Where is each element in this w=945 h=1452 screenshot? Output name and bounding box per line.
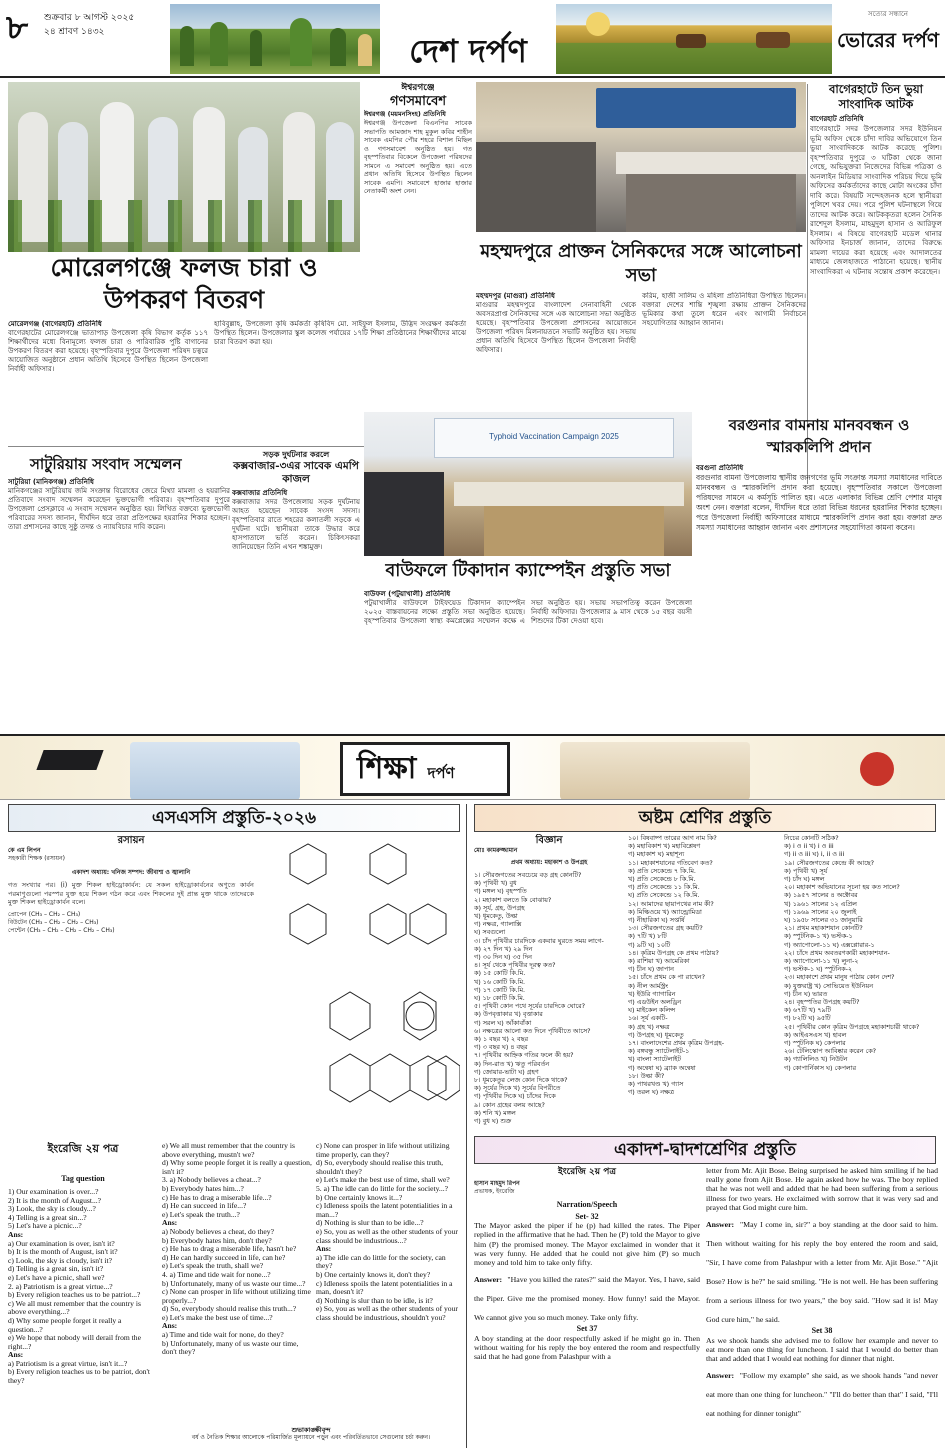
mcq-line: ক) অ্যাপোলো-১১ খ) লুনা-২ <box>784 957 859 966</box>
hsc-subject: ইংরেজি ২য় পত্র <box>558 1167 616 1177</box>
eng2-q: e) So, you as well as the other students of your class should be industrious, shouldn't you? <box>316 1304 458 1322</box>
mcq-line: ক) i ও ii খ) i ও iii <box>784 842 834 851</box>
mcq-line: ক) গ্যালিলিও খ) নিউটন <box>784 1055 848 1064</box>
hsc-para-4: As we shook hands she advised me to follow her example and never to eat more than one thing for luncheon. I said that I would do better than that and added that I would eat nothing for dinner that night. <box>706 1335 938 1364</box>
class8-col-2 <box>628 834 778 1134</box>
eng2-q: b) Unfortunately, many of us waste our time...? <box>162 1278 306 1288</box>
paper-name-logo: ভোরের দর্পণ <box>837 28 939 52</box>
eng2-q: b) Every religion teaches us to be patriot, don't they? <box>8 1367 151 1386</box>
mcq-line: ২৫। পৃথিবীর কোন কৃত্রিম উপগ্রহে মহাকাশচারী থাকে? <box>784 1022 920 1031</box>
mcq-line: গ) এডউইন অলড্রিন <box>628 998 682 1007</box>
mcq-line: ঘ) ১৯৫৮ সালের ৩১ জানুয়ারি <box>784 916 863 925</box>
mcq-line: গ) কোপার্নিকাস ঘ) কেপলার <box>784 1063 857 1072</box>
class8-subject: বিজ্ঞান <box>535 835 563 846</box>
eng2-col-2 <box>162 1142 312 1357</box>
mcq-line: ক) ১৫ কোটি কি.মি. <box>474 969 526 978</box>
story-coxsbazar <box>232 450 360 730</box>
bauphal-body: পটুয়াখালীর বাউফলে টাইফয়েড টিকাদান ক্যাম্পেইন ২০২৫ বাস্তবায়নের লক্ষ্যে প্রস্তুতি সভা অনুষ্ঠিত হয়েছে। বৃহস্পতিবার উপজেলা স্বাস্থ্য কমপ্লেক্সের সম্মেলন কক্ষে এ সভা অনুষ্ঠিত হয়। সভায় সভাপতিত্ব করেন উপজেলা নির্বাহী অফিসার। উপজেলার ৯ মাস থেকে ১৫ বছর বয়সী শিশুদের টিকা দেওয়া হবে। <box>364 599 692 625</box>
mcq-line: গ) ii ও iii ঘ) i, ii ও iii <box>784 850 845 859</box>
mcq-line: ঘ) প্রতি সেকেন্ডে ১২ কি.মি. <box>628 891 700 900</box>
eng2-q: b) Everybody hates him, don't they? <box>162 1235 272 1245</box>
graduation-cap-icon <box>36 750 103 770</box>
coxsbazar-kicker: সড়ক দুর্ঘটনার করলে <box>262 450 330 459</box>
mcq-line: গ) জোয়ার-ভাটা ঘ) গ্রহণ <box>474 1067 539 1076</box>
mcq-line: ক) বঙ্গবন্ধু স্যাটেলাইট-১ <box>628 1047 690 1056</box>
mcq-line: ঘ) ১৮ কোটি কি.মি. <box>474 994 525 1003</box>
mcq-line: ক) ১ বছর খ) ২ বছর <box>474 1035 529 1044</box>
eng2-q: Ans: <box>316 1244 332 1254</box>
saturia-body: মানিকগঞ্জের সাটুরিয়ায় জমি সংক্রান্ত বিরোধের জেরে মিথ্যা মামলা ও হয়রানির প্রতিবাদে সংবাদ সম্মেলন করেছেন ভুক্তভোগী পরিবার। বৃহস্পতিবার দুপুরে উপজেলা প্রেসক্লাবে এ সংবাদ সম্মেলন অনুষ্ঠিত হয়। লিখিত বক্তব্যে ভুক্তভোগী পরিবারের সদস্য জানান, দীর্ঘদিন ধরে তারা প্রতিপক্ষের হয়রানির শিকার হচ্ছেন। তারা প্রশাসনের কাছে সুষ্ঠু তদন্ত ও ন্যায়বিচার দাবি করেন। <box>8 487 230 531</box>
eng2-q: c) None can prosper in life without utilizing time properly, can they? <box>316 1142 450 1159</box>
mcq-line: গ) ১৭ কোটি কি.মি. <box>474 985 526 994</box>
eng2-title: ইংরেজি ২য় পত্র <box>47 1142 119 1155</box>
mcq-line: ক) মিল্কিওয়ে খ) অ্যান্ড্রোমিডা <box>628 907 702 916</box>
hsc-topic: Narration/Speech <box>556 1200 618 1209</box>
mcq-line: ২। মহাকাশ বলতে কি বোঝায়? <box>474 895 552 904</box>
eng2-q: d) He can succeed in life...? <box>162 1201 247 1211</box>
ishwarganj-body: ঈশ্বরগঞ্জ উপজেলা বিএনপির সাবেক সভাপতি আমজাদ শাহ মুকুল কবির শাহীন সাবেক এমপির পৌর শহরে বিশাল মিছিল ও গণসমাবেশ অনুষ্ঠিত হয়। গত বৃহস্পতিবার বিকেলে উপজেলা পরিষদের সামনে এ সমাবেশ অনুষ্ঠিত হয়। এতে প্রধান অতিথি হিসেবে উপস্থিত ছিলেন সাবেক এমপি। সমাবেশে হাজার হাজার নেতাকর্মী অংশ নেন। <box>364 119 472 195</box>
eng2-q: c) He has to drag a miserable life, hasn't he? <box>162 1244 297 1254</box>
masthead <box>0 0 945 78</box>
mcq-line: ১৪। কৃত্রিম উপগ্রহ কে প্রথম পাঠায়? <box>628 948 719 957</box>
mcq-line: ৪। সূর্য থেকে পৃথিবীর দূরত্ব কত? <box>474 961 556 970</box>
eng2-q: e) Let's make the best use of time...? <box>162 1312 273 1322</box>
eng2-q: e) Let's make the best use of time, shall we? <box>316 1175 450 1185</box>
mcq-line: খ) ইউরি গ্যাগারিন <box>628 989 676 998</box>
mcq-line: ৮। ধূমকেতুর লেজ কোন দিকে থাকে? <box>474 1076 568 1085</box>
mcq-line: ক) শনি খ) মঙ্গল <box>474 1108 516 1117</box>
class8-col-1 <box>474 834 624 1134</box>
mcq-line: ১৮। উল্কা কী? <box>628 1071 665 1080</box>
mcq-line: গ) ভস্টক-১ ঘ) স্পুটনিক-২ <box>784 965 853 974</box>
mcq-line: ক) পৃথিবী খ) বুধ <box>474 879 517 888</box>
ssc-chemistry-col <box>8 834 254 1140</box>
bagerhat-byline: বাগেরহাট প্রতিনিধি <box>810 115 864 123</box>
class8-chapter: প্রথম অধ্যায়: মহাকাশ ও উপগ্রহ <box>510 859 588 866</box>
formula-line-2: বিউটেন (CH₃ – CH₂ – CH₂ – CH₃) <box>8 918 99 926</box>
eng2-q: 5. a) The idle can do little for the society...? <box>316 1183 449 1193</box>
mcq-line: ক) নীল আর্মস্ট্রং <box>628 981 669 990</box>
mcq-line: ১০। বিষবাষ্প তারের আগ নাম কি? <box>628 834 717 842</box>
eng2-q: 5) Let's have a picnic...? <box>8 1221 82 1231</box>
note-box <box>162 1426 460 1448</box>
mcq-line: খ) ১৯৬১ সালের ১২ এপ্রিল <box>784 899 857 908</box>
eng2-q: d) Why some people forget it really a question...? <box>8 1315 122 1334</box>
bagerhat-body: বাগেরহাটে সদর উপজেলার সদর ইউনিয়ন ভূমি অফিস থেকে চাঁদা দাবির অভিযোগে তিন ভুয়া সাংবাদিককে আটক করেছে পুলিশ। বৃহস্পতিবার দুপুরে ৩ ঘটিকা থেকে জানা গেছে, অভিযুক্তরা নিজেদের বিভিন্ন পত্রিকা ও অনলাইন মিডিয়ার সাংবাদিক পরিচয় দিয়ে ভূমি অফিসের কর্মকর্তাদের কাছে মোটা অংকের চাঁদা দাবি করে। বিষয়টি সন্দেহজনক হলে স্থানীয়রা পুলিশে খবর দেয়। পরে পুলিশ ঘটনাস্থলে গিয়ে তাদের আটক করে। আটককৃতরা হলেন সৈনিক রাশেদুল ইসলাম, মাহমুদুল হাসান ও আরিফুল ইসলাম। এ বিষয়ে বাগেরহাট মডেল থানার অফিসার ইনচার্জ জানান, তাদের বিরুদ্ধে মামলা দায়ের করা হয়েছে এবং আদালতের মাধ্যমে জেলহাজতে পাঠানো হয়েছে। স্থানীয় সাংবাদিকরা এ ঘটনায় সন্তোষ প্রকাশ করেছেন। <box>810 124 942 276</box>
eng2-col-3 <box>316 1142 460 1322</box>
mcq-line: ক) ১৯৫৭ সালের ৪ অক্টোবর <box>784 891 858 900</box>
mcq-line: ক) ৭টি খ) ৮টি <box>628 932 667 941</box>
eng2-q: 2. a) Patriotism is a great virtue...? <box>8 1281 113 1291</box>
education-banner <box>0 734 945 800</box>
morrelganj-body-1: বাগেরহাটের মোরেলগঞ্জে ভাতাপাড় উপজেলা কৃষি বিভাগ কর্তৃক ১১৭ শিক্ষার্থীদের মধ্যে বিনামূল্যে ফলজ চারা ও পারিবারিক পুষ্টি বাগানের উপকরণ বিতরণ করা হয়েছে। বৃহস্পতিবার দুপুরে উপজেলা পরিষদ চত্বরে আয়োজিত অনুষ্ঠানে প্রধান অতিথি হিসেবে উপস্থিত ছিলেন উপজেলা নির্বাহী অফিসার। <box>8 329 208 373</box>
header-rule <box>0 76 945 78</box>
vaccination-banner <box>434 418 674 458</box>
mcq-line: গ) প্রতি সেকেন্ডে ১১ কি.মি. <box>628 883 700 892</box>
barguna-body: বরগুনার বামনা উপজেলায় স্থানীয় জনগণের ভূমি সংক্রান্ত সমস্যা সমাধানের দাবিতে মানববন্ধন ও স্মারকলিপি প্রদান করা হয়েছে। বৃহস্পতিবার সকালে উপজেলা পরিষদের সামনে এ কর্মসূচি পালিত হয়। এতে এলাকার বিভিন্ন শ্রেণি পেশার মানুষ অংশ নেন। বক্তারা বলেন, দীর্ঘদিন ধরে তারা বিভিন্ন ধরনের হয়রানির শিকার হচ্ছেন। পরে উপজেলা নির্বাহী অফিসারের মাধ্যমে স্মারকলিপি প্রদান করা হয়। বক্তারা দ্রুত সমস্যা সমাধানের আহ্বান জানান এবং প্রশাসনের সহযোগিতা কামনা করেন। <box>696 473 942 532</box>
mcq-line: ১১। মহাকাশযানের গতিবেগ কত? <box>628 858 713 867</box>
mcq-line: গ) বুধ ঘ) শুক্র <box>474 1117 512 1126</box>
mcq-line: গ) চীন ঘ) জাপান <box>628 965 674 974</box>
mcq-line: ২৪। বৃহস্পতির উপগ্রহ কয়টি? <box>784 998 860 1007</box>
mcq-line: ক) উপবৃত্তাকার খ) বৃত্তাকার <box>474 1010 543 1019</box>
mcq-line: গ) অন্বেষা ঘ) ব্র্যাক অন্বেষা <box>628 1063 696 1072</box>
note-body: বর্ষ ও নৈতিক শিক্ষার আলোকে পরিমার্জিত মূল্যায়নে পড়ুন এবং পরিবর্তিতভাবে সেগুলোর চর্চা করুন। <box>191 1434 431 1441</box>
mcq-line: ৫। পৃথিবী কোন পথে সূর্যের চারদিকে ঘোরে? <box>474 1002 585 1011</box>
mcq-line: খ) ১৬ কোটি কি.মি. <box>474 977 526 986</box>
chemical-structures <box>260 834 460 1134</box>
morrelganj-headline: মোরেলগঞ্জে ফলজ চারা ও উপকরণ বিতরণ <box>50 253 318 314</box>
mcq-line: গ) পৃথিবীর দিকে ঘ) চাঁদের দিকে <box>474 1092 556 1101</box>
eng2-q: e) Let's speak the truth, shall we? <box>162 1261 264 1271</box>
eng2-q: d) Nothing is slur than to be idle...? <box>316 1218 424 1228</box>
ishwarganj-headline: গণসমাবেশ <box>389 94 447 109</box>
eng2-q: a) The idle can do little for the society, can they? <box>316 1252 446 1271</box>
mcq-line: ক) সূর্যের দিকে খ) সূর্যের বিপরীতে <box>474 1084 561 1093</box>
eng2-q: c) None can prosper in life without utilizing time properly...? <box>162 1287 311 1305</box>
mcq-line: গ) চাঁদ ঘ) মঙ্গল <box>784 875 825 884</box>
eng2-q: d) He can hardly succeed in life, can he? <box>162 1252 286 1262</box>
mcq-line: ১৬। সূর্য একটি- <box>628 1014 668 1023</box>
ssc-header-box <box>8 804 460 832</box>
mcq-line: ১২। আমাদের ছায়াপথের নাম কী? <box>628 899 714 908</box>
mcq-line: ১৫। চাঁদে প্রথম কে পা রাখেন? <box>628 973 706 982</box>
mcq-line: গ) সরল ঘ) আঁকাবাঁকা <box>474 1018 532 1027</box>
hsc-para-3: letter from Mr. Ajit Bose. Being surprised he asked him smiling if he had really gone from Ajit Bose. He again asked how he was. The boy replied that he was not well and added that he had been suffering from a serious illness for two years. He exclaimed with sorrow that it was very sad and prayed that God might cure him. <box>706 1166 938 1212</box>
eng2-q: e) Let's have a picnic, shall we? <box>8 1272 105 1282</box>
paper-tagline: সত্যের সন্ধানে <box>868 10 908 18</box>
story-barguna-body <box>696 464 942 730</box>
mohammadpur-body-1: মাগুরার মহম্মদপুরে বাংলাদেশ সেনাবাহিনী থেকে অবসরপ্রাপ্ত সৈনিকদের সঙ্গে এক আলোচনা সভা অনুষ্ঠিত হয়েছে। বৃহস্পতিবার উপজেলা প্রশাসনের আয়োজনে উপজেলা পরিষদ মিলনায়তনে সভাটি অনুষ্ঠিত হয়। সভায় প্রধান অতিথি হিসেবে উপস্থিত ছিলেন উপজেলা নির্বাহী অফিসার। <box>476 301 636 354</box>
class8-header: অষ্টম শ্রেণির প্রস্তুতি <box>638 808 772 828</box>
column-divider <box>466 804 467 1448</box>
mcq-line: ক) প্রতি সেকেন্ডে ৭ কি.মি. <box>628 866 696 875</box>
section-title: দেশ দর্পণ <box>409 32 527 70</box>
header-photo-farming-right <box>556 4 832 74</box>
eng2-q: 4. a) Time and tide wait for none...? <box>162 1269 271 1279</box>
hsc-set38: Set 38 <box>811 1326 833 1336</box>
mcq-line: ক) ৬৭টি খ) ৭৯টি <box>784 1006 831 1015</box>
bauphal-headline: বাউফলে টিকাদান ক্যাম্পেইন প্রস্তুতি সভা <box>385 561 671 581</box>
mcq-line: খ) বাংলা স্যাটেলাইট <box>628 1055 681 1064</box>
eng2-q: Ans: <box>8 1350 24 1360</box>
coxsbazar-body: কক্সবাজার সদর উপজেলায় সড়ক দুর্ঘটনায় আহত হয়েছেন সাবেক সংসদ সদস্য। বৃহস্পতিবার রাতে শহরের কলাতলী সড়কে এ দুর্ঘটনা ঘটে। স্থানীয়রা তাকে উদ্ধার করে হাসপাতালে ভর্তি করেন। চিকিৎসকরা জানিয়েছেন তিনি এখন শঙ্কামুক্ত। <box>232 498 360 551</box>
ishwarganj-byline: ঈশ্বরগঞ্জ (ময়মনসিংহ) প্রতিনিধি <box>364 110 446 118</box>
eng2-q: Ans: <box>162 1218 178 1228</box>
eng2-q: a) Time and tide wait for none, do they? <box>162 1330 284 1340</box>
mcq-line: ৬। নক্ষত্রের আলো কত দিনে পৃথিবীতে আসে? <box>474 1026 591 1035</box>
eng2-q: a) Patriotism is a great virtue, isn't it...? <box>8 1358 128 1368</box>
mohammadpur-byline: মহম্মদপুর (মাগুরা) প্রতিনিধি <box>476 292 555 300</box>
hsc-answer-1: "Have you killed the rates?" said the Mayor. Yes, I have, said the Piper. Give me the promised money. How funny! said the Mayor. We cannot give you so much money. Take only fifty. <box>474 1275 700 1323</box>
mcq-line: গ) স্পুটনিক ঘ) কেপলার <box>784 1039 846 1048</box>
mcq-line: ক) পাথরখণ্ড খ) গ্যাস <box>628 1080 684 1089</box>
mcq-line: ক) রাশিয়া খ) আমেরিকা <box>628 957 690 966</box>
mcq-line: গ) ৯টি ঘ) ১০টি <box>628 940 671 949</box>
coxsbazar-headline: কক্সবাজার-৩এর সাবেক এমপি কাজল <box>233 460 359 485</box>
mcq-line: ক) মহাবিকাশ খ) মহাবিশ্লেষণ <box>628 842 701 851</box>
formula-line-1: প্রোপেন (CH₃ – CH₂ – CH₃) <box>8 910 81 918</box>
story-bauphal-body <box>364 590 692 730</box>
eng2-q: b) It is the month of August, isn't it? <box>8 1247 118 1257</box>
mcq-line: ১৯। সৌরজগতের কেন্দ্রে কী আছে? <box>784 858 875 867</box>
mcq-line: ক) আইএসএস খ) হাবল <box>784 1030 847 1039</box>
eng2-q: c) Idleness spoils the latent potentialities in a man...? <box>316 1201 453 1219</box>
mcq-line: খ) প্রতি সেকেন্ডে ৮ কি.মি. <box>628 875 696 884</box>
eng2-q: e) So, you as well as the other students of your class should be industrious...? <box>316 1226 458 1245</box>
mcq-line: ঘ) সবগুলো <box>474 928 506 937</box>
mcq-line: গ) ৩ বছর ঘ) ৪ বছর <box>474 1043 528 1052</box>
hsc-col-2 <box>706 1166 938 1446</box>
photo-meeting-hall <box>476 82 806 232</box>
mcq-line: ২১। প্রথম মহাকাশযান কোনটি? <box>784 924 863 933</box>
photo-vaccination-meeting <box>364 412 692 556</box>
eng2-q: c) We all must remember that the country is above everything...? <box>8 1298 141 1317</box>
mcq-line: গ) মহাকাশ ঘ) মহাশূন্য <box>628 850 685 859</box>
mcq-line: ৩। চাঁদ পৃথিবীর চারদিকে একবার ঘুরতে সময় লাগে- <box>474 936 604 945</box>
bauphal-byline: বাউফল (পটুয়াখালী) প্রতিনিধি <box>364 590 451 598</box>
mcq-line: গ) চীন ঘ) ভারত <box>784 989 828 998</box>
eng2-q: 1) Our examination is over...? <box>8 1187 99 1196</box>
ssc-english-section <box>8 1142 460 1448</box>
eng2-q: c) Idleness spoils the latent potentialities in a man, doesn't it? <box>316 1278 453 1297</box>
hsc-col-1 <box>474 1180 700 1446</box>
eng2-q: d) So, everybody should realise this truth...? <box>162 1304 297 1314</box>
eng2-q: d) So, everybody should realise this truth, shouldn't they? <box>316 1158 443 1176</box>
mcq-line: ৭। পৃথিবীর আহ্নিক গতির ফলে কী হয়? <box>474 1051 574 1060</box>
eng2-q: d) Nothing is slur than to be idle, is it? <box>316 1295 433 1305</box>
eng2-col-1 <box>8 1188 158 1386</box>
eng2-q: 3) Look, the sky is cloudy...? <box>8 1204 96 1214</box>
eng2-q: b) Unfortunately, many of us waste our time, don't they? <box>162 1338 299 1357</box>
banner-title: শিক্ষা <box>357 751 417 786</box>
eng2-q: 3. a) Nobody believes a cheat...? <box>162 1175 261 1185</box>
mcq-line: ১। সৌরজগতের সবচেয়ে বড় গ্রহ কোনটি? <box>474 871 582 879</box>
ssc-chapter: একাদশ অধ্যায়: খনিজ সম্পদ: জীবাশ্ম ও জ্বালানি <box>71 869 191 876</box>
bagerhat-headline: বাগেরহাটে তিন ভুয়া সাংবাদিক আটক <box>829 82 923 111</box>
eng2-q: b) One certainly knows it, don't they? <box>316 1269 431 1279</box>
story-saturia <box>8 450 230 730</box>
eng2-q: 4) Telling is a great sin...? <box>8 1212 87 1222</box>
mcq-line: গ) ৩০ দিন ঘ) ৩৫ দিন <box>474 953 532 962</box>
hsc-answer-label: Answer: <box>706 1220 735 1230</box>
page-number: ৮ <box>6 8 29 48</box>
mohammadpur-headline: মহম্মদপুরে প্রাক্তন সৈনিকদের সঙ্গে আলোচনা সভা <box>480 241 802 286</box>
eng2-q: d) Why some people forget it is really a question, isn't it? <box>162 1158 312 1176</box>
mcq-line: গ) অ্যাপোলো-১১ ঘ) এক্সপ্লোরার-১ <box>784 940 875 949</box>
mcq-line: গ) তরল ঘ) নক্ষত্র <box>628 1088 674 1097</box>
formula-line-3: পেন্টেন (CH₃ – CH₂ – CH₂ – CH₂ – CH₃) <box>8 926 115 934</box>
class8-col-3 <box>784 834 938 1134</box>
ssc-header: এসএসসি প্রস্তুতি-২০২৬ <box>151 808 317 828</box>
eng2-q: e) Let's speak the truth...? <box>162 1209 240 1219</box>
note-title: শুভাকাঙ্ক্ষীবৃন্দ <box>291 1426 331 1434</box>
mcq-line: গ) উপগ্রহ ঘ) ধূমকেতু <box>628 1030 684 1039</box>
mcq-line: ক) যুক্তরাষ্ট্র খ) সোভিয়েত ইউনিয়ন <box>784 981 874 990</box>
students-photo-right <box>560 742 750 800</box>
mcq-line: ১৩। সৌরজগতের গ্রহ কয়টি? <box>628 924 703 933</box>
eng2-q: e) We hope that nobody will derail from the right...? <box>8 1333 141 1351</box>
hsc-header: একাদশ-দ্বাদশশ্রেণির প্রস্তুতি <box>614 1140 796 1160</box>
hsc-answer-3: "Follow my example" she said, as we shook hands "and never eat more than one thing for luncheon." "I'll do better than that" I said, "I'll eat nothing for dinner tonight" <box>706 1371 938 1419</box>
hsc-set32: Set- 32 <box>575 1211 599 1221</box>
ssc-structures-col <box>260 834 460 1140</box>
barguna-headline: বরগুনার বামনায় মানববন্ধন ও স্মারকলিপি প্রদান <box>728 416 910 456</box>
eng2-q: a) Nobody believes a cheat, do they? <box>162 1226 274 1236</box>
hsc-para-2: A boy standing at the door respectfully asked if he might go in. Then without waiting for his reply the boy entered the room and respectfully said that he had gone from Palashpur with a <box>474 1333 700 1362</box>
eng2-topic: Tag question <box>61 1174 105 1183</box>
saturia-headline: সাটুরিয়ায় সংবাদ সম্মেলন <box>30 455 182 473</box>
mcq-line: ক) দিন-রাত খ) ঋতু পরিবর্তন <box>474 1059 550 1068</box>
eng2-q: Ans: <box>162 1321 178 1331</box>
mcq-line: গ) ১৯৬৯ সালের ২০ জুলাই <box>784 907 857 916</box>
hsc-para-1: The Mayor asked the piper if he (p) had killed the rates. The Piper replied in the affirmative that he had. Then he (P) told the Mayor to give him (P) the promised money. The Mayor exclaimed in wonder that it was very funny. He added that he could not give him (P) so much money and told him to take only fifty. <box>474 1221 700 1267</box>
ssc-author-role: সহকারী শিক্ষক (রসায়ন) <box>8 855 66 862</box>
saturia-byline: সাটুরিয়া (মানিকগঞ্জ) প্রতিনিধি <box>8 478 94 486</box>
mcq-line: ২৬। টেলিস্কোপ আবিষ্কার করেন কে? <box>784 1047 877 1056</box>
class8-header-box <box>474 804 936 832</box>
mcq-line: গ) নক্ষত্র, গ্যালাক্সি <box>474 920 522 929</box>
morrelganj-body-2: হাবিবুল্লাহ, উপজেলা কৃষি কর্মকর্তা কৃষিবিদ মো. সাইফুল ইসলাম, উদ্ভিদ সংরক্ষণ কর্মকর্তা উপস্থিত ছিলেন। উপজেলার স্কুল কলেজ পর্যায়ের ১৭টি শিক্ষা প্রতিষ্ঠানের শিক্ষার্থীদের মাঝে চারা বিতরণ করা হয়। <box>214 320 466 346</box>
mcq-line: ক) ২৭ দিন খ) ২৯ দিন <box>474 944 533 953</box>
eng2-q: e) We all must remember that the country is above everything, mustn't we? <box>162 1142 295 1159</box>
mcq-line: ক) গ্রহ খ) নক্ষত্র <box>628 1022 670 1031</box>
ssc-author: কে এম লিপন <box>8 847 41 854</box>
coxsbazar-byline: কক্সবাজার প্রতিনিধি <box>232 489 288 497</box>
eng2-q: d) Telling is a great sin, isn't it? <box>8 1264 104 1274</box>
mcq-line: খ) ধূমকেতু, উল্কা <box>474 912 518 921</box>
date-line-2: ২৪ শ্রাবণ ১৪৩২ <box>44 27 105 37</box>
banner-subtitle: দর্পণ <box>427 764 455 782</box>
header-photo-farming-left <box>170 4 380 74</box>
ishwarganj-title-top: ঈশ্বরগঞ্জে <box>401 83 435 93</box>
mcq-line: ২৩। মহাকাশে প্রথম মানুষ পাঠায় কোন দেশ? <box>784 973 895 982</box>
ssc-subject: রসায়ন <box>117 835 145 846</box>
vaccination-banner-text: Typhoid Vaccination Campaign 2025 <box>489 432 619 441</box>
mcq-line: নিচের কোনটি সঠিক? <box>784 834 839 842</box>
hsc-set37: Set 37 <box>576 1324 598 1334</box>
mcq-line: গ) নীহারিকা ঘ) সপ্তর্ষি <box>628 916 685 925</box>
hsc-answer-2: "May I come in, sir?" a boy standing at the door said to him. Then without waiting for his reply the boy entered the room and said, "Sir, I have come from Palashpur with a letter from Mr. Ajit Bose." "Ajit Bose? How is he?" he said smiling. "He is not well. He has been suffering from a serious illness for two years," the boy said. "How sad it is! May God cure him," he said. <box>706 1220 938 1325</box>
eng2-q: c) He has to drag a miserable life...? <box>162 1192 272 1202</box>
mcq-line: ক) পৃথিবী খ) সূর্য <box>784 866 828 875</box>
mcq-line: ৯। কোন গ্রহের বলয় আছে? <box>474 1100 545 1109</box>
barguna-byline: বরগুনা প্রতিনিধি <box>696 464 744 472</box>
apple-books-icon <box>860 752 894 786</box>
morrelganj-byline: মোরেলগঞ্জ (বাগেরহাট) প্রতিনিধি <box>8 320 102 328</box>
mcq-line: ২০। মহাকাশ অভিযানের সূচনা হয় কত সালে? <box>784 883 900 892</box>
eng2-q: a) Our examination is over, isn't it? <box>8 1238 115 1248</box>
hsc-author: হাসান মাহমুদ রিপন <box>474 1180 520 1187</box>
eng2-q: 2) It is the month of August...? <box>8 1195 102 1205</box>
eng2-q: c) Look, the sky is cloudy, isn't it? <box>8 1255 113 1265</box>
mcq-line: ২২। চাঁদে প্রথম অবতরণকারী মহাকাশযান- <box>784 948 890 957</box>
eng2-q: b) Everybody hates him...? <box>162 1183 244 1193</box>
eng2-q: Ans: <box>8 1229 24 1239</box>
mcq-line: গ) ৮২টি ঘ) ৯৫টি <box>784 1014 831 1023</box>
hsc-header-box <box>474 1136 936 1164</box>
mohammadpur-body-2: করিম, হাজী সালিম ও মহিলা প্রতিনিধিরা উপস্থিত ছিলেন। বক্তারা দেশের শান্তি শৃঙ্খলা রক্ষায় প্রাক্তন সৈনিকদের ভূমিকার কথা তুলে ধরেন এবং আগামী নির্বাচনে সহযোগিতার আহ্বান জানান। <box>642 292 806 327</box>
mcq-line: গ) মঙ্গল ঘ) বৃহস্পতি <box>474 887 527 896</box>
students-photo-left <box>130 742 300 800</box>
story-ishwarganj <box>364 82 472 340</box>
hsc-answer-label: Answer: <box>706 1371 735 1381</box>
ssc-body: গত সংখ্যার পর। (i) মুক্ত শিকল হাইড্রোকার্বন: যে সকল হাইড্রোকার্বনের অণুতে কার্বন পরমাণুগুলো পরস্পর যুক্ত হয়ে শিকল গঠন করে এবং শিকলের দুই প্রান্ত মুক্ত থাকে তাদেরকে মুক্ত শিকল হাইড্রোকার্বন বলে। <box>8 881 254 907</box>
mcq-line: ক) স্পুটনিক-১ খ) ভস্টক-১ <box>784 932 853 941</box>
date-line-1: শুক্রবার ৮ আগস্ট ২০২৫ <box>44 13 135 23</box>
mcq-line: ক) সূর্য, গ্রহ, উপগ্রহ <box>474 903 525 912</box>
eng2-q: b) Every religion teaches us to be patriot...? <box>8 1290 141 1300</box>
photo-students-saplings <box>8 82 360 252</box>
banner-title-box <box>340 742 510 796</box>
class8-author: মোঃ কামরুজ্জামান <box>474 847 518 854</box>
mcq-line: ঘ) মাইকেল কলিন্স <box>628 1006 676 1015</box>
hsc-author-role: প্রভাষক, ইংরেজি <box>474 1188 515 1195</box>
mcq-line: ১৭। বাংলাদেশের প্রথম কৃত্রিম উপগ্রহ- <box>628 1039 725 1048</box>
hsc-answer-label: Answer: <box>474 1275 503 1285</box>
eng2-q: b) One certainly knows it...? <box>316 1192 403 1202</box>
